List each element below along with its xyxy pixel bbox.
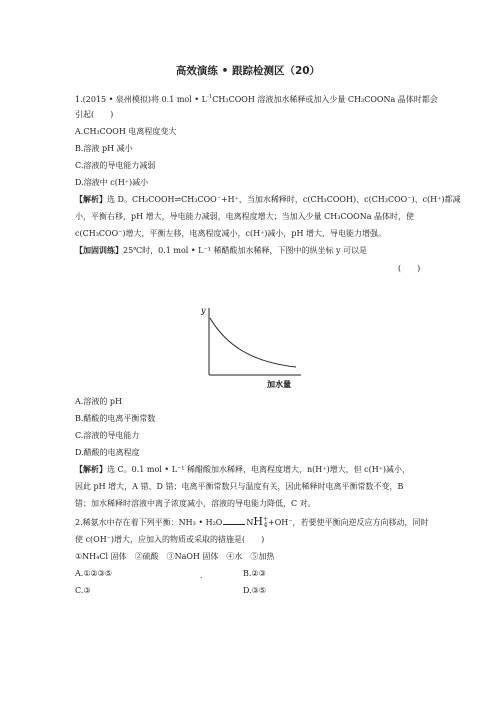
practice-option-b: B.醋酸的电离平衡常数 bbox=[75, 414, 156, 423]
graph-curve bbox=[210, 318, 296, 367]
practice-analysis-line3: 错；加水稀释时溶液中离子浓度减小，溶液的导电能力降低，C 对。 bbox=[75, 499, 316, 508]
graph-x-label: 加水量 bbox=[267, 380, 291, 389]
q2-option-b: B.②③ bbox=[243, 569, 266, 578]
practice-stem-text: 25℃时，0.1 mol • L⁻¹ 稀醋酸加水稀释，下图中的纵坐标 y 可以是 bbox=[123, 246, 368, 255]
q1-analysis-text1: 选 D。CH₃COOH⇌CH₃COO⁻+H⁺，当加水稀释时，c(CH₃COOH)、c(CH₃COO⁻)、c(H⁺)都减 bbox=[107, 195, 461, 204]
q2-n: N bbox=[246, 518, 254, 527]
q1-option-d: D.溶液中 c(H⁺)减小 bbox=[75, 178, 149, 187]
q2-stem-line1 bbox=[75, 516, 428, 529]
practice-analysis-text1: 选 C。0.1 mol • L⁻¹ 稀醋酸加水稀释，电离程度增大，n(H⁺)增大，但 c(H⁺)减小， bbox=[107, 465, 411, 474]
q1-analysis-line2: 小，平衡右移，pH 增大，导电能力减弱，电离程度增大；当加入少量 CH₃COONa 晶体时，使 bbox=[75, 212, 415, 221]
q1-stem-line1 bbox=[75, 92, 438, 105]
graph-y-label: y bbox=[201, 306, 206, 315]
practice-analysis-label: 【解析】 bbox=[75, 464, 107, 474]
q1-stem-part2: CH₃COOH 溶液加水稀释或加入少量 CH₃COONa 晶体时都会 bbox=[212, 95, 438, 104]
q1-option-a: A.CH₃COOH 电离程度变大 bbox=[75, 127, 177, 136]
practice-stem bbox=[75, 245, 367, 256]
q1-stem-sup: -1 bbox=[206, 94, 213, 100]
practice-option-a: A.溶液的 pH bbox=[75, 397, 122, 406]
q1-stem-part1: 1.(2015 • 泉州模拟)将 0.1 mol • L bbox=[75, 95, 207, 104]
q2-charge-top: + bbox=[262, 516, 268, 523]
practice-analysis-line2: 因此 pH 增大，A 错、D 错；电离平衡常数只与温度有关，因此稀释时电离平衡常数不变，B bbox=[75, 482, 404, 491]
q2-stem-part2: +OH⁻，若要使平衡向逆反应方向移动，同时 bbox=[268, 518, 429, 527]
practice-analysis-line1 bbox=[75, 464, 410, 475]
q2-equilibrium-arrow bbox=[223, 518, 245, 525]
q2-dot: . bbox=[200, 571, 203, 580]
q1-analysis-label: 【解析】 bbox=[75, 194, 107, 204]
q2-stem-line2: 使 c(OH⁻)增大，应加入的物质或采取的措施是( ) bbox=[75, 535, 265, 544]
q1-option-c: C.溶液的导电能力减弱 bbox=[75, 161, 156, 170]
q2-stem-part1: 2.稀氨水中存在着下列平衡：NH₃ • H₂O bbox=[75, 518, 223, 527]
q2-option-d: D.③⑤ bbox=[243, 586, 267, 595]
practice-paren: ( ) bbox=[398, 264, 421, 273]
q2-option-a: A.①②③⑤ bbox=[75, 569, 113, 578]
q2-option-c: C.③ bbox=[75, 586, 91, 595]
dilution-graph bbox=[196, 300, 316, 395]
q1-stem-line2: 引起( ) bbox=[75, 110, 114, 119]
q2-items: ①NH₄Cl 固体 ②硫酸 ③NaOH 固体 ④水 ⑤加热 bbox=[75, 552, 275, 561]
q1-option-b: B.溶液 pH 减小 bbox=[75, 144, 133, 153]
q1-analysis-line3: c(CH₃COO⁻)增大，平衡左移，电离程度减小，c(H⁺)减小，pH 增大，导电能力增强。 bbox=[75, 229, 387, 238]
practice-option-d: D.醋酸的电离程度 bbox=[75, 448, 140, 457]
practice-label: 【加固训练】 bbox=[75, 245, 123, 255]
q1-analysis-line1 bbox=[75, 194, 461, 205]
q2-charge-bottom: 4 bbox=[263, 522, 268, 529]
practice-option-c: C.溶液的导电能力 bbox=[75, 431, 140, 440]
page-title: 高效演练 • 跟踪检测区（20） bbox=[175, 65, 321, 77]
q2-h: H bbox=[253, 515, 263, 528]
